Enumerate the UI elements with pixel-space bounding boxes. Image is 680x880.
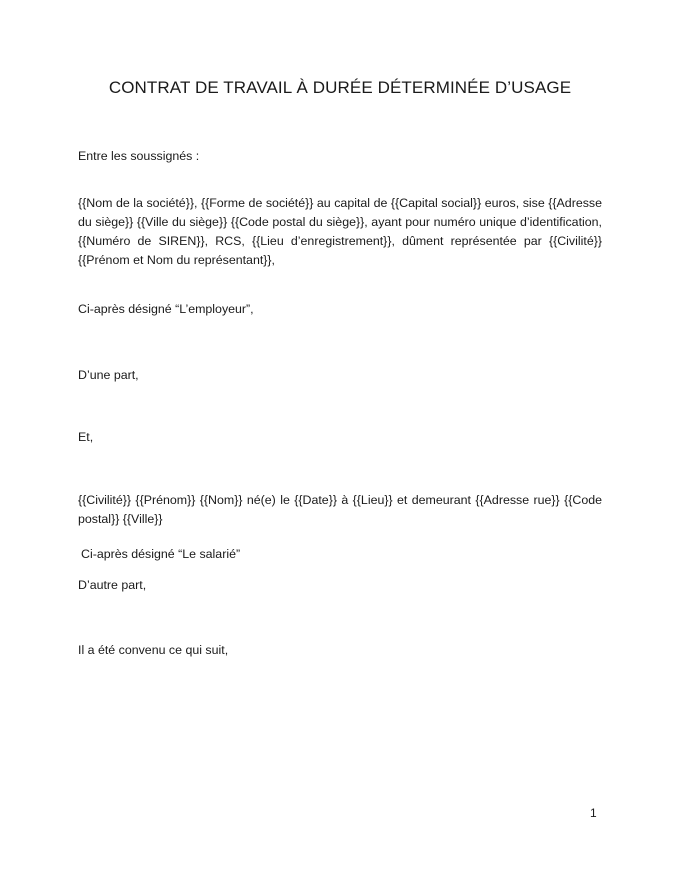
- and-line: Et,: [78, 430, 94, 444]
- intro-paragraph: Entre les soussignés :: [78, 149, 200, 163]
- page-number: 1: [590, 806, 597, 820]
- employer-paragraph: {{Nom de la société}}, {{Forme de société}} au capital de {{Capital social}} euros, sise {{Adresse du siège}} {{Ville du siège}} {{Code postal du siège}}, ayant pour numéro unique d’identification, {{Numéro de SIREN}}, RCS, {{Lieu d’enregistrement}}, dûment représentée par {{Civilité}} {{Prénom et Nom du représentant}},: [78, 196, 602, 267]
- employee-paragraph: {{Civilité}} {{Prénom}} {{Nom}} né(e) le {{Date}} à {{Lieu}} et demeurant {{Adresse rue}} {{Code postal}} {{Ville}}: [78, 493, 602, 526]
- second-party-line: D’autre part,: [78, 578, 147, 592]
- first-party-line: D’une part,: [78, 368, 139, 382]
- document-title: CONTRAT DE TRAVAIL À DURÉE DÉTERMINÉE D’USAGE: [108, 78, 572, 97]
- employee-designation: Ci-après désigné “Le salarié”: [81, 547, 241, 561]
- employer-designation: Ci-après désigné “L’employeur”,: [78, 302, 254, 316]
- agreement-line: Il a été convenu ce qui suit,: [78, 643, 229, 657]
